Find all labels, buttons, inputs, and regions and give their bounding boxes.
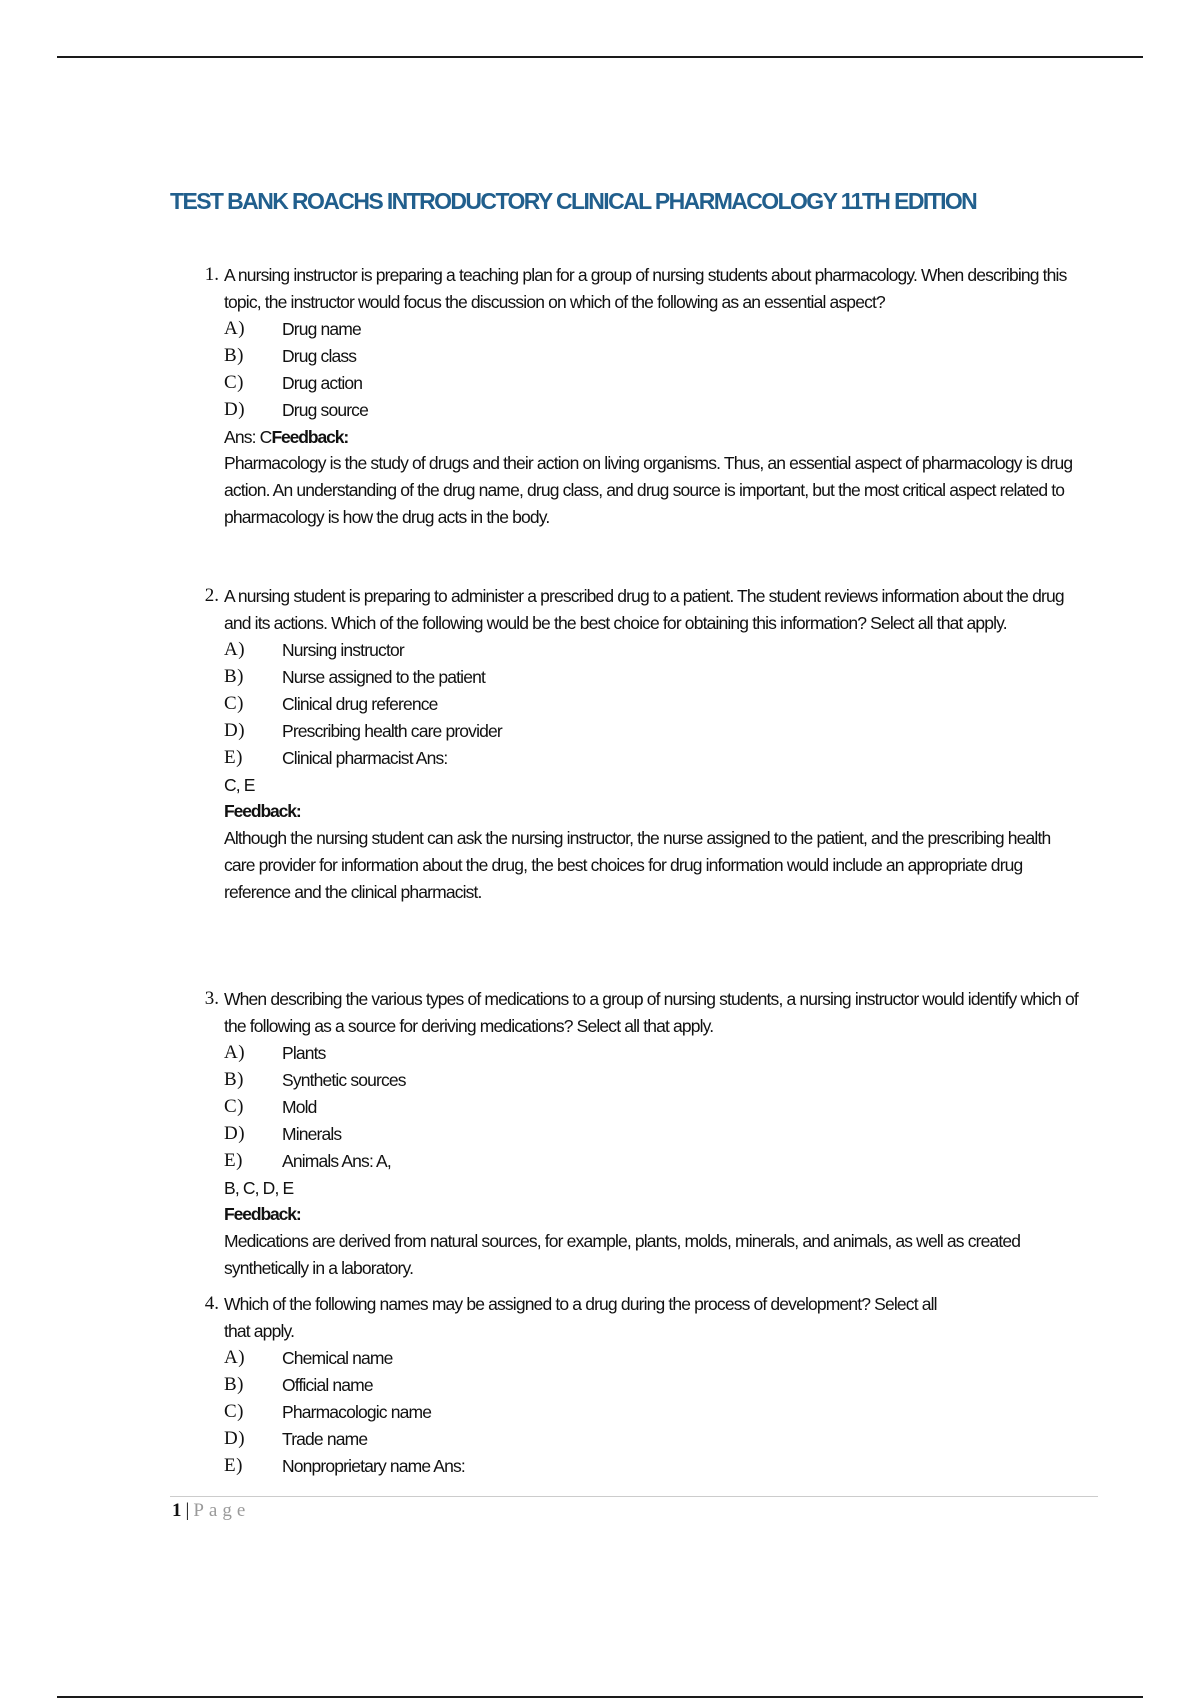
question-number: 3.: [204, 988, 219, 1009]
footer-divider: [170, 1496, 1098, 1497]
bottom-rule: [57, 1696, 1143, 1698]
question-number: 1.: [204, 264, 219, 285]
option-a: A) Chemical name: [224, 1346, 393, 1368]
question-1: [0, 262, 1200, 531]
option-b: B) Nurse assigned to the patient: [224, 665, 485, 687]
feedback-text: Pharmacology is the study of drugs and their action on living organisms. Thus, an essential aspect of pharmacology is drug action. An understanding of the drug name, drug class, and drug source is important, but the most critical aspect related to pharmacology is how the drug acts in the body.: [224, 453, 1073, 527]
question-stem: [204, 262, 1084, 316]
option-c: C) Drug action: [224, 371, 363, 393]
option-d: D) Drug source: [224, 398, 368, 420]
question-text-line-2: that apply.: [224, 1320, 295, 1341]
question-2: [0, 583, 1200, 906]
option-a: A) Drug name: [224, 317, 361, 339]
feedback-text: Medications are derived from natural sources, for example, plants, molds, minerals, and animals, as well as created synthetically in a laboratory.: [224, 1231, 1021, 1278]
option-d: D) Prescribing health care provider: [224, 719, 502, 741]
question-stem: [204, 583, 1084, 637]
footer-separator: |: [185, 1500, 190, 1521]
option-b: B) Synthetic sources: [224, 1068, 406, 1090]
answer-label: Ans:: [224, 426, 256, 447]
option-e: E) Animals Ans: A,: [224, 1149, 391, 1171]
option-b: B) Official name: [224, 1373, 373, 1395]
document-title: TEST BANK ROACHS INTRODUCTORY CLINICAL PHARMACOLOGY 11TH EDITION: [170, 188, 977, 214]
option-c: C) Clinical drug reference: [224, 692, 438, 714]
option-e: E) Nonproprietary name Ans:: [224, 1454, 465, 1476]
feedback-label: Feedback:: [271, 426, 349, 447]
question-4: [0, 1291, 1200, 1480]
question-text: A nursing student is preparing to administer a prescribed drug to a patient. The student reviews information about the drug and its actions. Which of the following would be the best choice for obtaining this information? Select all that apply.: [224, 586, 1064, 633]
question-text-line-1: Which of the following names may be assigned to a drug during the process of development? Select all: [224, 1294, 937, 1314]
question-3: [0, 986, 1200, 1282]
option-a: A) Plants: [224, 1041, 326, 1063]
question-number: 4.: [204, 1293, 219, 1314]
option-e: E) Clinical pharmacist Ans:: [224, 746, 448, 768]
option-c: C) Pharmacologic name: [224, 1400, 432, 1422]
page-label: Page: [193, 1500, 251, 1521]
top-rule: [57, 56, 1143, 58]
option-d: D) Minerals: [224, 1122, 342, 1144]
question-stem: [204, 986, 1084, 1040]
question-text: When describing the various types of medications to a group of nursing students, a nursing instructor would identify which of the following as a source for deriving medications? Select all that apply.: [224, 989, 1078, 1036]
option-b: B) Drug class: [224, 344, 357, 366]
question-number: 2.: [204, 585, 219, 606]
option-c: C) Mold: [224, 1095, 317, 1117]
question-stem: [204, 1291, 1084, 1345]
question-text: A nursing instructor is preparing a teaching plan for a group of nursing students about pharmacology. When describing this topic, the instructor would focus the discussion on which of the following as an essential aspect?: [224, 265, 1067, 312]
answer-value: B, C, D, E: [224, 1177, 294, 1198]
answer-value: C: [259, 426, 272, 447]
feedback-label: Feedback:: [224, 801, 301, 822]
feedback-label: Feedback:: [224, 1204, 301, 1225]
option-a: A) Nursing instructor: [224, 638, 404, 660]
answer-value: C, E: [224, 774, 255, 795]
page-footer: [172, 1500, 250, 1522]
feedback-text: Although the nursing student can ask the nursing instructor, the nurse assigned to the patient, and the prescribing health care provider for information about the drug, the best choices for drug information would include an appropriate drug reference and the clinical pharmacist.: [224, 828, 1051, 902]
page-number: 1: [172, 1500, 182, 1521]
option-d: D) Trade name: [224, 1427, 368, 1449]
answer-line: [224, 424, 1200, 451]
